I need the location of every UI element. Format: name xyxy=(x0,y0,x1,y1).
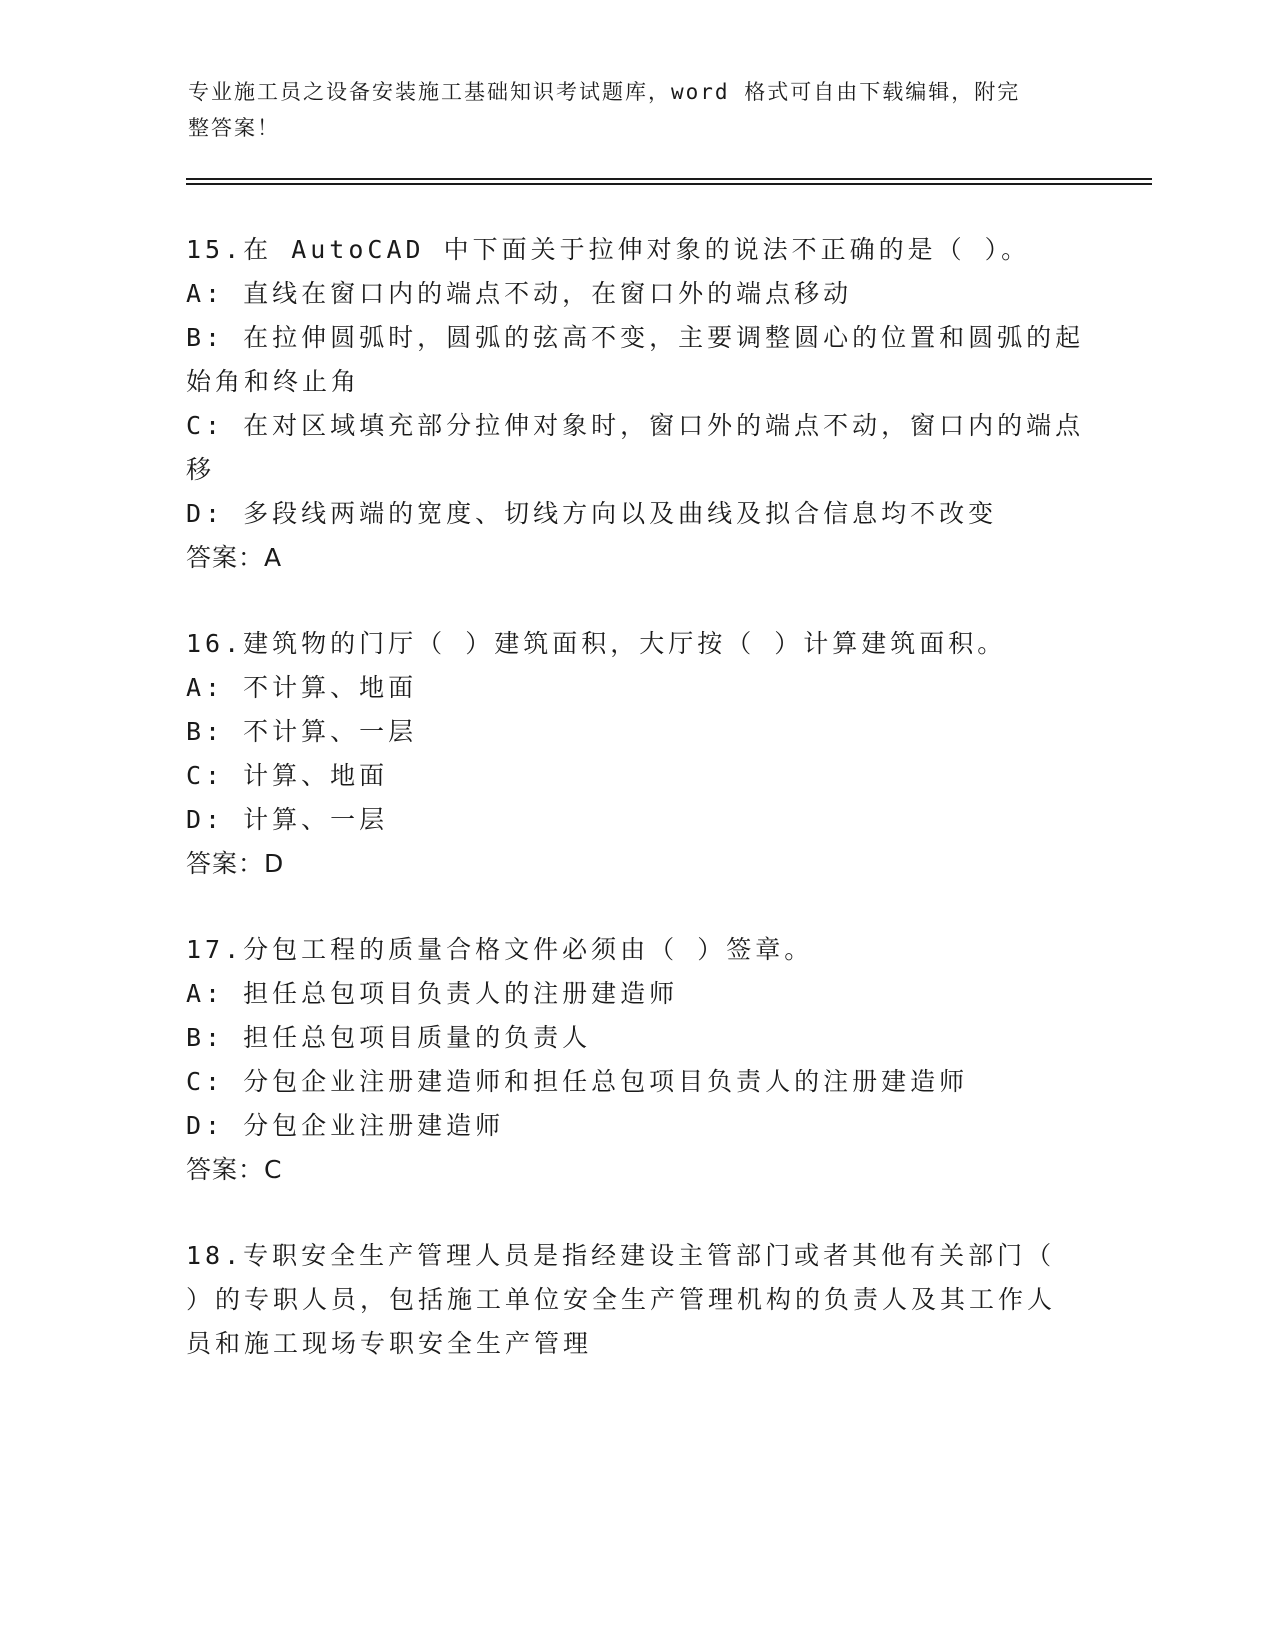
header-line-2: 整答案！ xyxy=(188,116,280,140)
question-15-option-b: B: 在拉伸圆弧时，圆弧的弦高不变，主要调整圆心的位置和圆弧的起 xyxy=(186,323,1085,352)
question-17-answer: 答案：C xyxy=(186,1155,283,1184)
question-15-answer: 答案：A xyxy=(186,543,283,572)
question-18-stem-cont-2: 员和施工现场专职安全生产管理 xyxy=(186,1329,593,1358)
page-header xyxy=(188,74,1068,146)
question-16-stem: 16.建筑物的门厅（ ）建筑面积，大厅按（ ）计算建筑面积。 xyxy=(186,629,1007,658)
question-15-option-d: D: 多段线两端的宽度、切线方向以及曲线及拟合信息均不改变 xyxy=(186,499,998,528)
header-line-1: 专业施工员之设备安装施工基础知识考试题库，word 格式可自由下载编辑，附完 xyxy=(188,80,1021,104)
question-16-option-b: B: 不计算、一层 xyxy=(186,717,418,746)
question-17-option-a: A: 担任总包项目负责人的注册建造师 xyxy=(186,979,679,1008)
question-16-option-a: A: 不计算、地面 xyxy=(186,673,418,702)
question-17-option-d: D: 分包企业注册建造师 xyxy=(186,1111,505,1140)
question-15-option-a: A: 直线在窗口内的端点不动，在窗口外的端点移动 xyxy=(186,279,853,308)
question-17-option-b: B: 担任总包项目质量的负责人 xyxy=(186,1023,592,1052)
question-15-option-b-cont: 始角和终止角 xyxy=(186,367,361,396)
question-18-stem: 18.专职安全生产管理人员是指经建设主管部门或者其他有关部门（ xyxy=(186,1241,1056,1270)
question-16-option-d: D: 计算、一层 xyxy=(186,805,389,834)
question-18-stem-cont-1: ）的专职人员，包括施工单位安全生产管理机构的负责人及其工作人 xyxy=(186,1285,1057,1314)
header-divider-bottom xyxy=(186,183,1152,185)
question-16-option-c: C: 计算、地面 xyxy=(186,761,389,790)
question-15-option-c: C: 在对区域填充部分拉伸对象时，窗口外的端点不动，窗口内的端点 xyxy=(186,411,1085,440)
question-15-option-c-cont: 移 xyxy=(186,455,216,484)
header-divider-top xyxy=(186,178,1152,180)
question-16-answer: 答案：D xyxy=(186,849,285,878)
question-17-option-c: C: 分包企业注册建造师和担任总包项目负责人的注册建造师 xyxy=(186,1067,969,1096)
question-17-stem: 17.分包工程的质量合格文件必须由（ ）签章。 xyxy=(186,935,814,964)
question-15-stem: 15.在 AutoCAD 中下面关于拉伸对象的说法不正确的是（ ）。 xyxy=(186,235,1031,264)
